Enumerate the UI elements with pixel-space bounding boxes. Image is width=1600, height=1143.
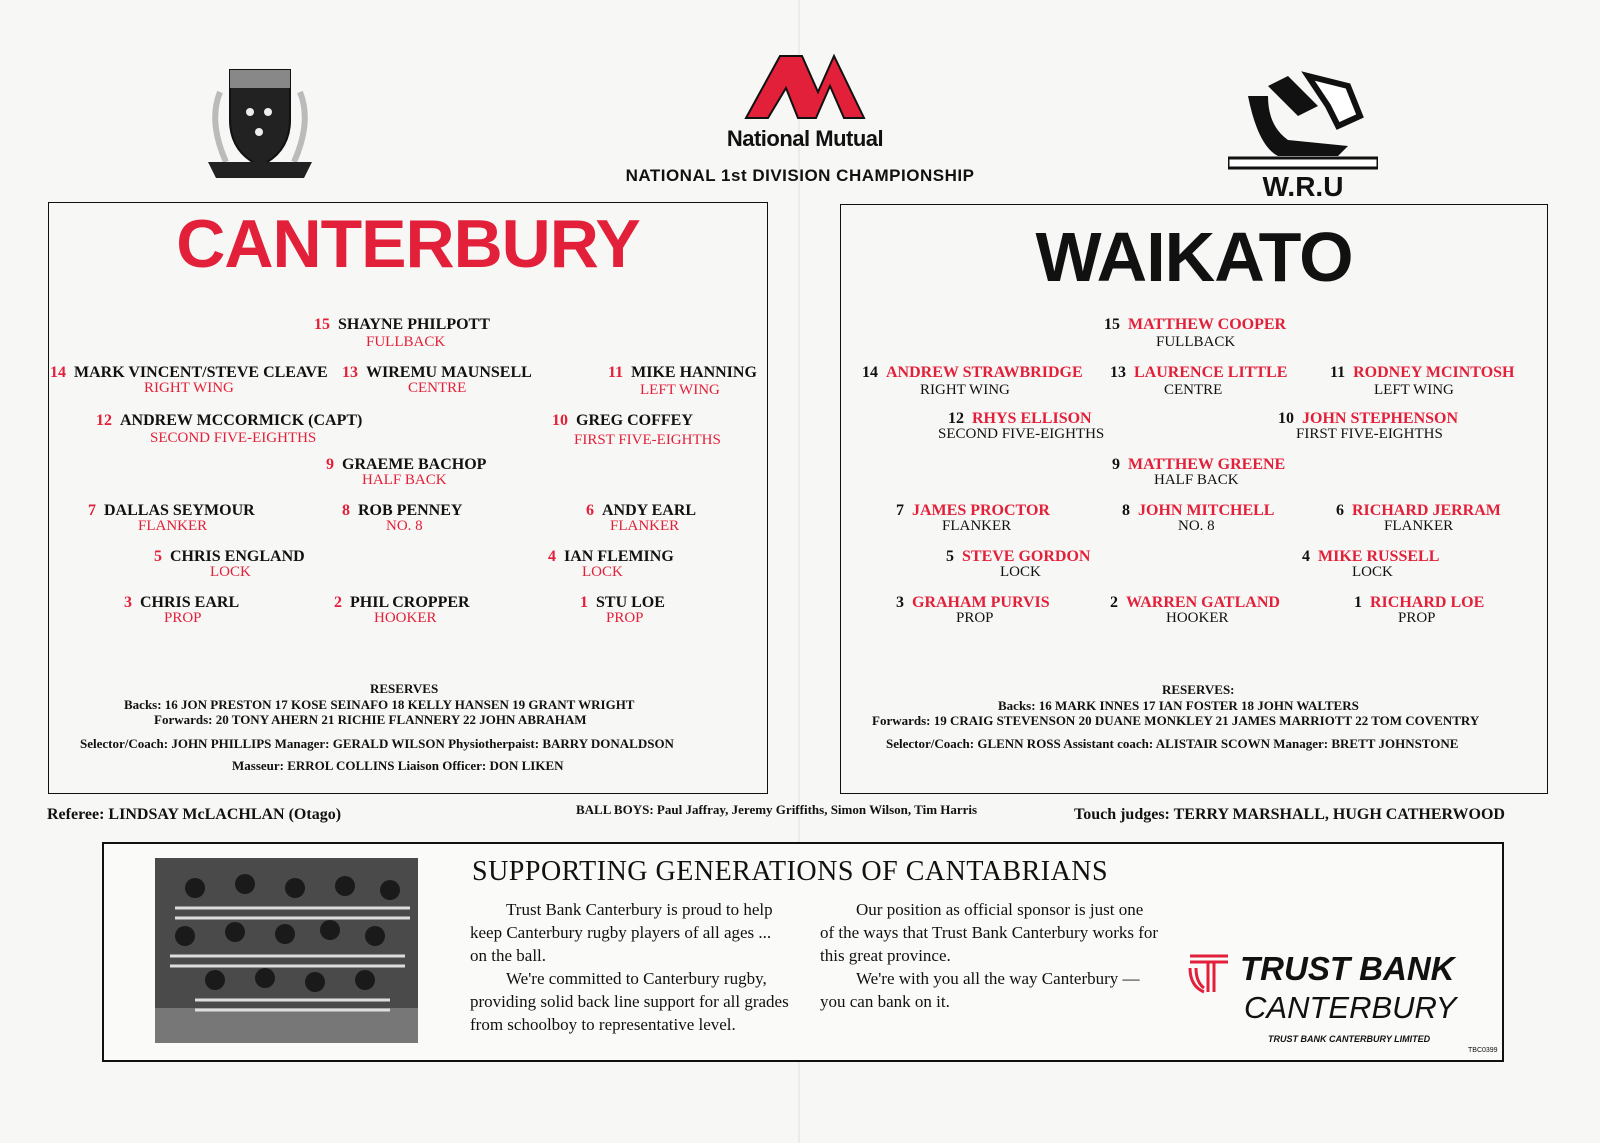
player-name: ANDREW STRAWBRIDGE — [886, 364, 1083, 381]
waikato-position-12: SECOND FIVE-EIGHTHS — [938, 426, 1105, 442]
player-name: ANDREW MCCORMICK (CAPT) — [120, 412, 363, 429]
canterbury-player-10 — [552, 412, 693, 430]
player-name: RICHARD LOE — [1370, 594, 1485, 611]
advert-col1-p2: We're committed to Canterbury rugby, providing solid back line support for all grades from schoolboy to representative level. — [470, 969, 789, 1034]
advert-code: TBC0399 — [1468, 1047, 1498, 1054]
jersey-number: 15 — [314, 316, 330, 333]
player-name: MARK VINCENT/STEVE CLEAVE — [74, 364, 328, 381]
wru-text: W.R.U — [1262, 171, 1344, 202]
jersey-number: 10 — [1278, 410, 1294, 427]
canterbury-reserves-forwards: Forwards: 20 TONY AHERN 21 RICHIE FLANNERY 22 JOHN ABRAHAM — [154, 712, 587, 727]
player-name: CHRIS ENGLAND — [170, 548, 305, 565]
waikato-position-1: PROP — [1398, 610, 1436, 626]
canterbury-officials-2: Masseur: ERROL COLLINS Liaison Officer: DON LIKEN — [232, 758, 564, 773]
player-name: ROB PENNEY — [358, 502, 463, 519]
advert-headline: SUPPORTING GENERATIONS OF CANTABRIANS — [472, 856, 1109, 887]
canterbury-position-4: LOCK — [582, 564, 623, 580]
jersey-number: 4 — [548, 548, 556, 565]
player-name: JOHN MITCHELL — [1138, 502, 1275, 519]
jersey-number: 1 — [580, 594, 588, 611]
player-name: LAURENCE LITTLE — [1134, 364, 1288, 381]
waikato-player-15 — [1104, 316, 1286, 334]
player-name: SHAYNE PHILPOTT — [338, 316, 490, 333]
canterbury-player-15 — [314, 316, 490, 334]
player-name: RHYS ELLISON — [972, 410, 1092, 427]
player-name: WIREMU MAUNSELL — [366, 364, 532, 381]
canterbury-position-1: PROP — [606, 610, 644, 626]
jersey-number: 14 — [50, 364, 66, 381]
canterbury-player-11 — [608, 364, 757, 382]
player-name: PHIL CROPPER — [350, 594, 470, 611]
player-name: IAN FLEMING — [564, 548, 674, 565]
jersey-number: 1 — [1354, 594, 1362, 611]
advert-col2-p1: Our position as official sponsor is just one of the ways that Trust Bank Canterbury works for this great province. — [820, 900, 1159, 965]
canterbury-position-5: LOCK — [210, 564, 251, 580]
waikato-position-15: FULLBACK — [1156, 334, 1236, 350]
jersey-number: 13 — [1110, 364, 1126, 381]
player-name: DALLAS SEYMOUR — [104, 502, 255, 519]
jersey-number: 12 — [96, 412, 112, 429]
brand-legal: TRUST BANK CANTERBURY LIMITED — [1268, 1034, 1431, 1044]
waikato-position-3: PROP — [956, 610, 994, 626]
jersey-number: 11 — [608, 364, 624, 381]
waikato-position-10: FIRST FIVE-EIGHTHS — [1296, 426, 1443, 442]
waikato-position-11: LEFT WING — [1374, 382, 1454, 398]
jersey-number: 4 — [1302, 548, 1310, 565]
jersey-number: 8 — [1122, 502, 1130, 519]
canterbury-position-7: FLANKER — [138, 518, 208, 534]
waikato-officials: Selector/Coach: GLENN ROSS Assistant coach: ALISTAIR SCOWN Manager: BRETT JOHNSTONE — [886, 736, 1459, 751]
waikato-position-7: FLANKER — [942, 518, 1012, 534]
advert-column-2 — [820, 898, 1160, 1013]
sponsor-name: National Mutual — [726, 126, 884, 151]
canterbury-position-6: FLANKER — [610, 518, 680, 534]
jersey-number: 13 — [342, 364, 358, 381]
brand-line-1: TRUST BANK — [1240, 950, 1455, 987]
jersey-number: 9 — [326, 456, 334, 473]
waikato-player-14 — [862, 364, 1083, 382]
jersey-number: 8 — [342, 502, 350, 519]
ball-boys: BALL BOYS: Paul Jaffray, Jeremy Griffiths, Simon Wilson, Tim Harris — [576, 802, 978, 817]
advert-col2-p2: We're with you all the way Canterbury — you can bank on it. — [820, 969, 1140, 1011]
jersey-number: 5 — [946, 548, 954, 565]
jersey-number: 5 — [154, 548, 162, 565]
waikato-position-14: RIGHT WING — [920, 382, 1010, 398]
national-mutual-logo-icon — [740, 48, 870, 123]
canterbury-title: CANTERBURY — [176, 206, 640, 282]
player-name: MATTHEW GREENE — [1128, 456, 1286, 473]
player-name: STU LOE — [596, 594, 665, 611]
jersey-number: 14 — [862, 364, 878, 381]
canterbury-player-12 — [96, 412, 362, 430]
canterbury-reserves-title: RESERVES — [370, 681, 439, 696]
jersey-number: 3 — [124, 594, 132, 611]
wru-logo-icon — [1228, 46, 1378, 204]
canterbury-officials: Selector/Coach: JOHN PHILLIPS Manager: GERALD WILSON Physiotherpaist: BARRY DONALDSON — [80, 736, 674, 751]
canterbury-position-2: HOOKER — [374, 610, 437, 626]
player-name: GREG COFFEY — [576, 412, 693, 429]
player-name: CHRIS EARL — [140, 594, 240, 611]
referee: Referee: LINDSAY McLACHLAN (Otago) — [47, 806, 342, 823]
championship-title: NATIONAL 1st DIVISION CHAMPIONSHIP — [625, 166, 975, 185]
player-name: WARREN GATLAND — [1126, 594, 1280, 611]
canterbury-position-12: SECOND FIVE-EIGHTHS — [150, 430, 317, 446]
player-name: RICHARD JERRAM — [1352, 502, 1501, 519]
canterbury-position-14: RIGHT WING — [144, 380, 234, 396]
player-name: STEVE GORDON — [962, 548, 1091, 565]
waikato-position-2: HOOKER — [1166, 610, 1229, 626]
jersey-number: 2 — [334, 594, 342, 611]
team-photo — [155, 858, 418, 1043]
waikato-position-8: NO. 8 — [1178, 518, 1215, 534]
advert-col1-p1: Trust Bank Canterbury is proud to help keep Canterbury rugby players of all ages ... on the ball. — [470, 900, 773, 965]
waikato-position-13: CENTRE — [1164, 382, 1223, 398]
canterbury-position-8: NO. 8 — [386, 518, 423, 534]
player-name: MIKE RUSSELL — [1318, 548, 1440, 565]
jersey-number: 11 — [1330, 364, 1346, 381]
team-photo-image — [155, 858, 418, 1043]
jersey-number: 3 — [896, 594, 904, 611]
canterbury-position-3: PROP — [164, 610, 202, 626]
jersey-number: 10 — [552, 412, 568, 429]
jersey-number: 15 — [1104, 316, 1120, 333]
waikato-reserves-title: RESERVES: — [1162, 682, 1235, 697]
jersey-number: 7 — [896, 502, 904, 519]
waikato-player-11 — [1330, 364, 1514, 382]
player-name: JOHN STEPHENSON — [1302, 410, 1459, 427]
jersey-number: 2 — [1110, 594, 1118, 611]
jersey-number: 12 — [948, 410, 964, 427]
jersey-number: 6 — [586, 502, 594, 519]
canterbury-position-11: LEFT WING — [640, 382, 720, 398]
waikato-title: WAIKATO — [1035, 218, 1353, 296]
waikato-reserves-forwards: Forwards: 19 CRAIG STEVENSON 20 DUANE MONKLEY 21 JAMES MARRIOTT 22 TOM COVENTRY — [872, 713, 1480, 728]
canterbury-crest-icon — [200, 62, 320, 190]
player-name: MIKE HANNING — [631, 364, 757, 381]
player-name: RODNEY MCINTOSH — [1353, 364, 1515, 381]
jersey-number: 9 — [1112, 456, 1120, 473]
trust-bank-logo-icon — [1186, 946, 1232, 994]
player-name: MATTHEW COOPER — [1128, 316, 1287, 333]
brand-line-2: CANTERBURY — [1244, 990, 1457, 1025]
canterbury-reserves-backs: Backs: 16 JON PRESTON 17 KOSE SEINAFO 18 KELLY HANSEN 19 GRANT WRIGHT — [124, 697, 635, 712]
canterbury-position-13: CENTRE — [408, 380, 467, 396]
waikato-reserves-backs: Backs: 16 MARK INNES 17 IAN FOSTER 18 JOHN WALTERS — [998, 698, 1359, 713]
canterbury-position-9: HALF BACK — [362, 472, 447, 488]
waikato-position-4: LOCK — [1352, 564, 1393, 580]
waikato-position-5: LOCK — [1000, 564, 1041, 580]
touch-judges: Touch judges: TERRY MARSHALL, HUGH CATHERWOOD — [1074, 806, 1505, 823]
player-name: JAMES PROCTOR — [912, 502, 1050, 519]
jersey-number: 6 — [1336, 502, 1344, 519]
jersey-number: 7 — [88, 502, 96, 519]
waikato-player-13 — [1110, 364, 1287, 382]
waikato-position-6: FLANKER — [1384, 518, 1454, 534]
canterbury-position-10: FIRST FIVE-EIGHTHS — [574, 432, 721, 448]
advert-column-1 — [470, 898, 790, 1036]
waikato-position-9: HALF BACK — [1154, 472, 1239, 488]
player-name: GRAEME BACHOP — [342, 456, 487, 473]
player-name: GRAHAM PURVIS — [912, 594, 1050, 611]
player-name: ANDY EARL — [602, 502, 697, 519]
canterbury-position-15: FULLBACK — [366, 334, 446, 350]
